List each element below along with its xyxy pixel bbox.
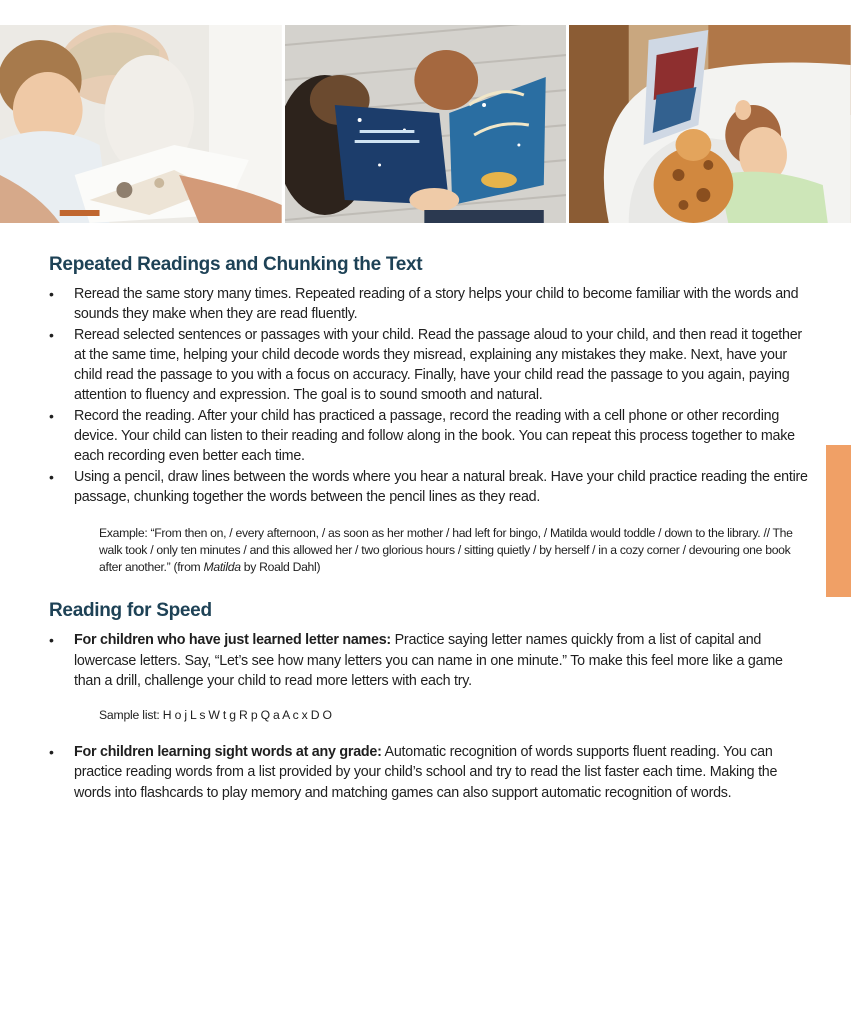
bullet-icon: •	[49, 468, 54, 485]
list-item	[49, 406, 811, 467]
list-item-text: Reread the same story many times. Repeated reading of a story helps your child to become familiar with the words and sounds they make when they are read fluently.	[74, 286, 799, 323]
photo-strip	[0, 25, 851, 223]
example-text: Example: “From then on, / every afternoon, / as soon as her mother / had left for bingo, / Matilda would toddle / down to the library. // The walk took / only ten minutes / and this allowed her / two glorious hours / sitting quietly / by herself / in a cozy corner / devouring one book after another.” (from	[99, 526, 793, 575]
section-heading-repeated-readings: Repeated Readings and Chunking the Text	[49, 254, 423, 275]
example-attribution: by Roald Dahl)	[240, 560, 321, 575]
list-item-text: Automatic recognition of words supports fluent reading. You can practice reading words from a list provided by your child’s school and try to read the list faster each time. Making the words into flashcards to play memory and matching games can also support automatic recognition of words.	[74, 744, 778, 801]
repeated-readings-list	[49, 284, 811, 507]
list-item-text: Practice saying letter names quickly from a list of capital and lowercase letters. Say, “Let’s see how many letters you can name in one minute.” To make this feel more like a game than a drill, challenge your child to read more letters with each try.	[74, 632, 783, 689]
list-item	[49, 284, 811, 325]
sample-letter-list: Sample list: H o j L s W t g R p Q a A c x D O	[99, 708, 332, 723]
list-item	[49, 467, 811, 508]
bullet-icon: •	[49, 326, 54, 343]
reading-speed-list	[49, 630, 811, 691]
list-item-lead: For children learning sight words at any grade:	[74, 744, 382, 761]
list-item-lead: For children who have just learned letter names:	[74, 632, 391, 649]
main-content	[49, 252, 811, 803]
bullet-icon: •	[49, 286, 54, 302]
book-title: Matilda	[203, 560, 241, 575]
photo-child-reading-with-adult	[0, 25, 282, 223]
reading-speed-list-2	[49, 742, 811, 803]
chunking-example	[99, 525, 811, 576]
list-item	[49, 630, 811, 691]
photo-child-with-plush-giraffe-reading	[569, 25, 851, 223]
bullet-icon: •	[49, 407, 54, 424]
list-item	[49, 325, 811, 406]
list-item-text: Using a pencil, draw lines between the words where you hear a natural break. Have your child practice reading the entire passage, chunking together the words between the pencil lines as they read.	[74, 468, 808, 505]
list-item-text: Record the reading. After your child has practiced a passage, record the reading with a cell phone or other recording device. Your child can listen to their reading and follow along in the book. You can repeat this process together to make each recording even better each time.	[74, 407, 795, 465]
side-tab-accent	[826, 445, 851, 597]
section-heading-reading-for-speed: Reading for Speed	[49, 600, 212, 622]
bullet-icon: •	[49, 632, 54, 649]
list-item-text: Reread selected sentences or passages with your child. Read the passage aloud to your child, and then read it together at the same time, helping your child decode words they misread, explaining any mistakes they make. Next, have your child read the passage to you with a focus on accuracy. Finally, have your child read the passage to you again, paying attention to fluency and expression. The goal is to sound smooth and natural.	[74, 326, 802, 404]
bullet-icon: •	[49, 744, 54, 761]
list-item	[49, 742, 811, 803]
photo-child-with-dog-reading	[285, 25, 567, 223]
